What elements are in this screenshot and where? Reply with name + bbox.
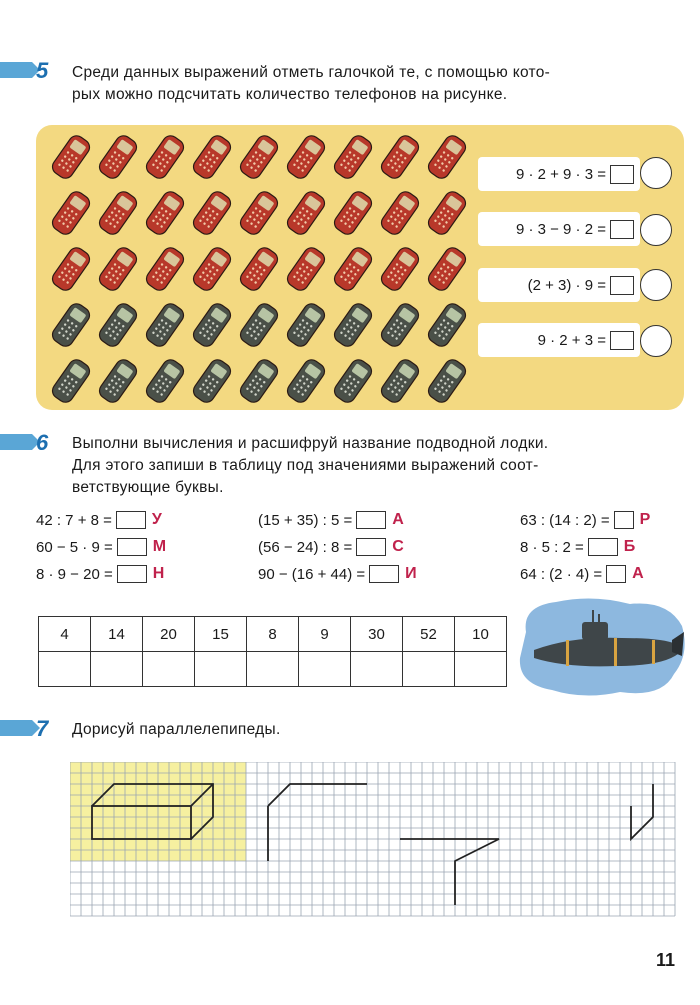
exercise-5-line-2: рых можно подсчитать количество телефонов на рисунке. [72, 86, 508, 103]
exercise-6-number: 6 [36, 430, 49, 455]
exercise-6-line-3: ветствующие буквы. [72, 479, 224, 496]
calc-answer-box[interactable] [116, 511, 146, 529]
calc-letter: А [632, 565, 644, 582]
check-circle[interactable] [640, 325, 672, 357]
calc-expression: (15 + 35) : 5 = [258, 511, 353, 529]
expression-row [478, 323, 640, 357]
calc-answer-box[interactable] [117, 565, 147, 583]
red-phone [331, 189, 374, 238]
exercise-5-text [72, 62, 550, 106]
red-phone [425, 189, 468, 238]
red-phone [143, 189, 186, 238]
red-phone [284, 133, 327, 182]
expression-row [478, 268, 640, 302]
calc-expression: (56 − 24) : 8 = [258, 538, 353, 556]
expression-text: 9 · 2 + 3 = [537, 331, 606, 349]
check-circle[interactable] [640, 214, 672, 246]
cipher-value: 15 [195, 617, 247, 652]
phones-illustration [36, 125, 476, 410]
calc-expression: 64 : (2 · 4) = [520, 565, 603, 583]
cipher-letter-cell[interactable] [403, 652, 455, 687]
dark-phone [284, 301, 327, 350]
expression-row [478, 157, 640, 191]
cipher-letters-row [39, 652, 507, 687]
red-phone [49, 245, 92, 294]
calc-expression: 63 : (14 : 2) = [520, 511, 610, 529]
red-phone [331, 133, 374, 182]
red-phone [143, 133, 186, 182]
hull-stripe [614, 638, 617, 666]
dark-phone [143, 357, 186, 406]
calc-item [520, 565, 644, 583]
calc-item [36, 538, 166, 556]
cipher-table [38, 616, 507, 687]
exercise-6-line-1: Выполни вычисления и расшифруй название подводной лодки. [72, 435, 549, 452]
cipher-letter-cell[interactable] [455, 652, 507, 687]
answer-box[interactable] [610, 165, 634, 184]
cipher-letter-cell[interactable] [351, 652, 403, 687]
cipher-value: 52 [403, 617, 455, 652]
red-phone [190, 189, 233, 238]
calc-expression: 60 − 5 · 9 = [36, 538, 113, 556]
red-phone [96, 245, 139, 294]
cipher-letter-cell[interactable] [143, 652, 195, 687]
dark-phone [49, 357, 92, 406]
red-phone [284, 245, 327, 294]
submarine-illustration [512, 592, 690, 702]
cipher-values-row [39, 617, 507, 652]
red-phone [237, 189, 280, 238]
red-phone [331, 245, 374, 294]
expression-row [478, 212, 640, 246]
hull-stripe [652, 640, 655, 664]
calc-letter: И [405, 565, 417, 582]
exercise-6-line-2: Для этого запиши в таблицу под значениями выражений соот- [72, 457, 539, 474]
calc-item [36, 511, 162, 529]
dark-phone [143, 301, 186, 350]
red-phone [190, 133, 233, 182]
calc-answer-box[interactable] [606, 565, 626, 583]
calc-letter: М [152, 538, 167, 555]
dark-phone [96, 301, 139, 350]
cipher-letter-cell[interactable] [39, 652, 91, 687]
calc-expression: 8 · 5 : 2 = [520, 538, 584, 556]
calc-answer-box[interactable] [369, 565, 399, 583]
red-phone [378, 133, 421, 182]
dark-phone [331, 301, 374, 350]
calc-answer-box[interactable] [588, 538, 618, 556]
dark-phone [425, 301, 468, 350]
red-phone [378, 245, 421, 294]
calc-item [520, 511, 650, 529]
dark-phone [284, 357, 327, 406]
calc-item [36, 565, 164, 583]
exercise-6-text [72, 433, 548, 499]
check-circle[interactable] [640, 157, 672, 189]
calc-letter: А [392, 511, 404, 528]
exercise-marker [0, 62, 32, 78]
red-phone [284, 189, 327, 238]
calc-item [258, 538, 404, 556]
calc-letter: У [151, 511, 162, 528]
red-phone [425, 245, 468, 294]
calc-item [258, 565, 417, 583]
red-phone [96, 189, 139, 238]
cipher-letter-cell[interactable] [91, 652, 143, 687]
calc-letter: Н [152, 565, 165, 582]
calc-answer-box[interactable] [356, 511, 386, 529]
calc-expression: 90 − (16 + 44) = [258, 565, 366, 583]
red-phone [143, 245, 186, 294]
periscope [592, 610, 594, 624]
dark-phone [237, 301, 280, 350]
hull-stripe [566, 640, 569, 666]
answer-box[interactable] [610, 276, 634, 295]
dark-phone [237, 357, 280, 406]
red-phone [425, 133, 468, 182]
calc-letter: Р [639, 511, 651, 528]
antenna [598, 614, 600, 624]
calc-item [258, 511, 404, 529]
exercise-5-line-1: Среди данных выражений отметь галочкой те, с помощью кото- [72, 64, 551, 81]
parallelepiped-start [268, 784, 367, 861]
cipher-value: 9 [299, 617, 351, 652]
calc-expression: 8 · 9 − 20 = [36, 565, 113, 583]
cipher-value: 8 [247, 617, 299, 652]
calc-letter: С [392, 538, 404, 555]
expression-text: 9 · 2 + 9 · 3 = [515, 165, 606, 183]
cipher-letter-cell[interactable] [247, 652, 299, 687]
exercise-5-number: 5 [36, 58, 49, 83]
red-phone [190, 245, 233, 294]
expression-text: (2 + 3) · 9 = [527, 276, 606, 294]
red-phone [96, 133, 139, 182]
dark-phone [49, 301, 92, 350]
cipher-letter-cell[interactable] [195, 652, 247, 687]
cipher-value: 30 [351, 617, 403, 652]
calc-letter: Б [623, 538, 636, 555]
drawing-grid [70, 762, 680, 924]
exercise-7-text: Дорисуй параллелепипеды. [72, 721, 281, 738]
cipher-value: 14 [91, 617, 143, 652]
cipher-letter-cell[interactable] [299, 652, 351, 687]
exercise-marker [0, 434, 32, 450]
cipher-value: 4 [39, 617, 91, 652]
calc-expression: 42 : 7 + 8 = [36, 511, 112, 529]
calc-item [520, 538, 635, 556]
cipher-value: 10 [455, 617, 507, 652]
dark-phone [331, 357, 374, 406]
red-phone [378, 189, 421, 238]
calc-answer-box[interactable] [117, 538, 147, 556]
dark-phone [425, 357, 468, 406]
answer-box[interactable] [610, 331, 634, 350]
dark-phone [378, 357, 421, 406]
dark-phone [96, 357, 139, 406]
red-phone [49, 133, 92, 182]
dark-phone [190, 301, 233, 350]
submarine-tower [582, 622, 608, 640]
red-phone [237, 133, 280, 182]
check-circle[interactable] [640, 269, 672, 301]
page-number: 11 [656, 950, 676, 970]
exercise-marker [0, 720, 32, 736]
expression-text: 9 · 3 − 9 · 2 = [515, 220, 606, 238]
answer-box[interactable] [610, 220, 634, 239]
cipher-value: 20 [143, 617, 195, 652]
calc-answer-box[interactable] [614, 511, 634, 529]
exercise-7-number: 7 [36, 716, 49, 741]
calc-answer-box[interactable] [356, 538, 386, 556]
red-phone [49, 189, 92, 238]
dark-phone [190, 357, 233, 406]
dark-phone [378, 301, 421, 350]
red-phone [237, 245, 280, 294]
